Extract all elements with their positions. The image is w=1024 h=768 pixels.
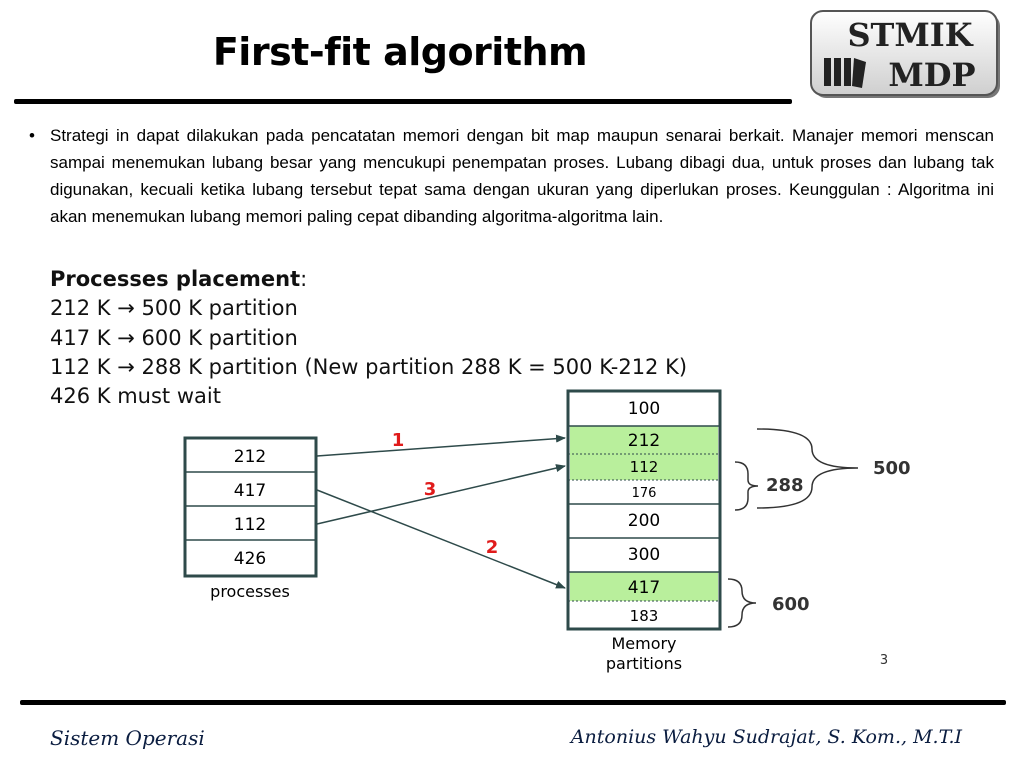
brace-label-500: 500 <box>873 458 911 479</box>
process-cell: 112 <box>233 515 267 535</box>
memory-column <box>568 391 720 629</box>
bullet-marker: • <box>29 126 35 145</box>
arrow-label-1: 1 <box>391 430 405 451</box>
logo-line1: STMIK <box>847 16 973 54</box>
arrow-3 <box>317 466 565 524</box>
brace-600 <box>728 579 756 627</box>
memory-label-line1: Memory <box>611 634 677 653</box>
processes-table <box>185 438 316 576</box>
brace-288 <box>735 462 758 510</box>
memory-cell: 100 <box>627 399 661 419</box>
placement-line: 212 K → 500 K partition <box>50 296 298 321</box>
process-cell: 426 <box>233 549 267 569</box>
placement-line: 426 K must wait <box>50 384 221 409</box>
memory-cell: 300 <box>627 545 661 565</box>
placement-heading-colon: : <box>300 267 308 291</box>
bullet-text: Strategi in dapat dilakukan pada pencatatan memori dengan bit map maupun senarai berkait. Manajer memori menscan sampai menemukan lubang besar yang mencukupi penempatan proses. Lubang dibagi dua, untuk proses dan lubang tak digunakan, kecuali ketika lubang tersebut tepat sama dengan ukuran yang diperlukan proses. Keunggulan : Algoritma ini akan menemukan lubang memori paling cepat dibanding algoritma-algoritma lain. <box>50 126 994 226</box>
arrow-2 <box>317 490 565 588</box>
footer-author: Antonius Wahyu Sudrajat, S. Kom., M.T.I <box>570 726 962 748</box>
brace-500 <box>757 429 858 508</box>
process-cell: 212 <box>233 447 267 467</box>
memory-cell: 183 <box>629 607 659 625</box>
page-number: 3 <box>879 653 889 668</box>
arrow-1 <box>317 438 565 456</box>
arrow-label-3: 3 <box>423 479 437 500</box>
placement-line: 112 K → 288 K partition (New partition 288 K = 500 K-212 K) <box>50 354 688 379</box>
memory-cell: 200 <box>627 511 661 531</box>
arrow-label-2: 2 <box>485 537 499 558</box>
memory-label-line2: partitions <box>605 654 683 673</box>
brace-label-288: 288 <box>766 475 804 496</box>
logo-line2: MDP <box>888 56 976 94</box>
memory-cell-highlighted: 212 <box>627 431 661 451</box>
footer-course-name: Sistem Operasi <box>50 726 205 750</box>
slide-title: First-fit algorithm <box>212 30 588 74</box>
memory-cell-highlighted: 417 <box>627 578 661 598</box>
footer-divider <box>20 700 1006 705</box>
memory-cell: 176 <box>631 486 657 501</box>
placement-line: 417 K → 600 K partition <box>50 325 298 350</box>
process-cell: 417 <box>233 481 267 501</box>
memory-cell-highlighted: 112 <box>629 458 659 476</box>
brace-label-600: 600 <box>772 594 810 615</box>
processes-label: processes <box>210 582 290 601</box>
placement-heading: Processes placement <box>50 267 301 291</box>
